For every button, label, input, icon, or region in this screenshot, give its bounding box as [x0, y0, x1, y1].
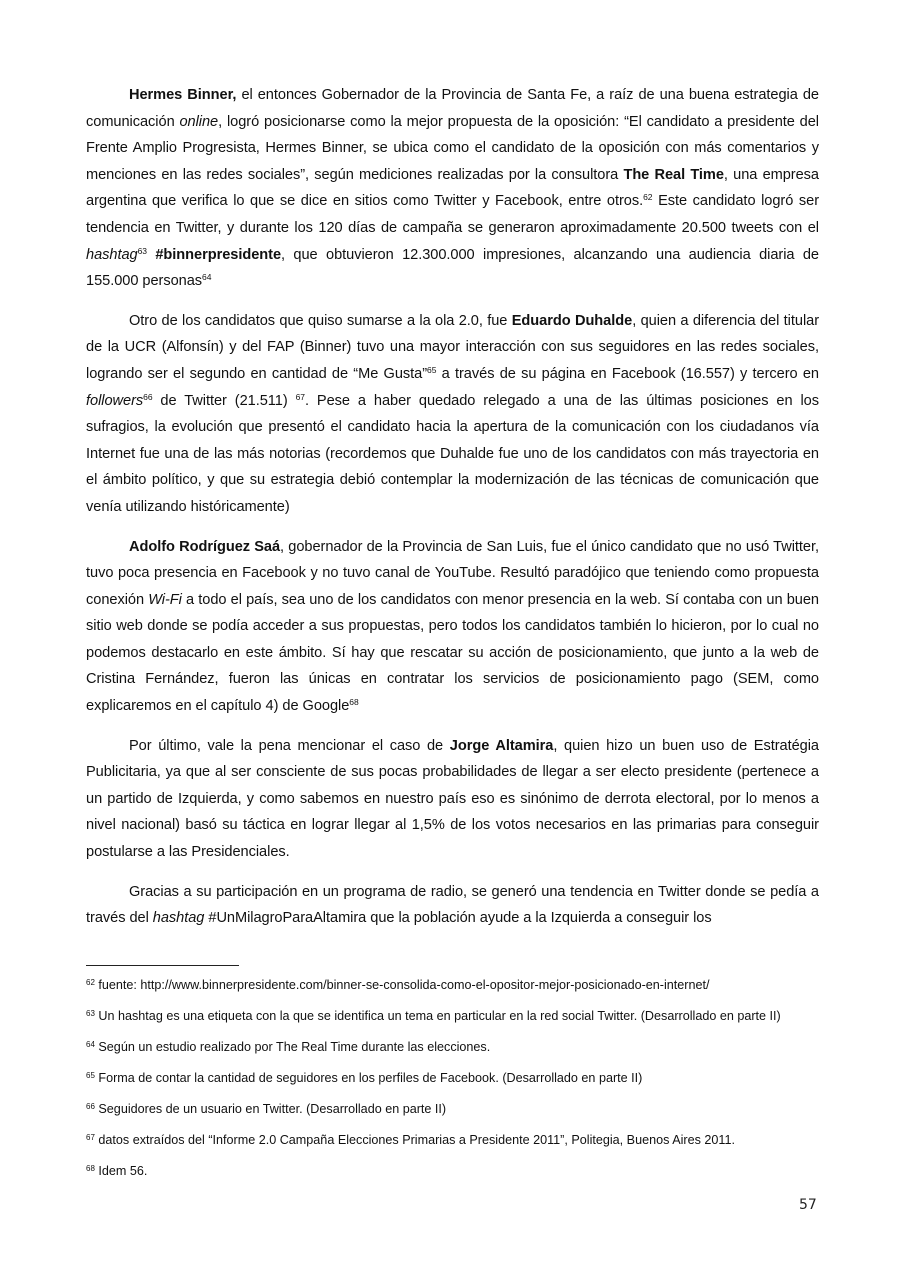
footnote-number: 65: [86, 1071, 95, 1080]
footnote-ref: 63: [137, 245, 147, 256]
text-run: de Twitter (21.511): [152, 392, 296, 409]
text-run: a todo el país, sea uno de los candidatos con menor presencia en la web. Sí contaba con un buen sitio web donde se podía acceder a sus propuestas, pero todos los candidatos también lo hicieron, por lo cual no podemos destacarlo en este ámbito. Sí hay que rescatar su acción de posicionamiento, que junto a la web de Cristina Fernández, fueron las únicas en contratar los servicios de posicionamiento pago (SEM, como explicaremos en el capítulo 4) de Google: [86, 591, 819, 715]
text-run: Este candidato logró ser tendencia en Twitter, y durante los 120 días de campaña se generaron aproximadamente 20.500 tweets con el: [86, 193, 820, 236]
paragraph-duhalde: [86, 308, 819, 521]
footnote-number: 68: [86, 1164, 95, 1173]
paragraph-radio-hashtag: [86, 879, 819, 932]
bold-text: #binnerpresidente: [155, 246, 282, 263]
footnote-62: [86, 976, 819, 994]
footnote-number: 64: [86, 1040, 95, 1049]
footnote-text: Forma de contar la cantidad de seguidores en los perfiles de Facebook. (Desarrollado en parte II): [94, 1071, 643, 1085]
page-number: 57: [799, 1197, 817, 1213]
bold-text: Adolfo Rodríguez Saá: [129, 538, 281, 555]
text-run: , que obtuvieron 12.300.000 impresiones, alcanzando una audiencia diaria de 155.000 personas: [86, 246, 819, 290]
footnote-ref: 62: [643, 192, 653, 203]
bold-text: The Real Time: [623, 166, 724, 183]
text-run: , quien a diferencia del titular de la UCR (Alfonsín) y del FAP (Binner) tuvo una mayor interacción con sus seguidores en las redes sociales, logrando ser el segundo en cantidad de “Me Gusta”: [86, 312, 820, 382]
text-run: Otro de los candidatos que quiso sumarse a la ola 2.0, fue: [129, 312, 512, 329]
footnote-67: [86, 1131, 819, 1149]
paragraph-binner: [86, 82, 819, 295]
text-run: , quien hizo un buen uso de Estratégia Publicitaria, ya que al ser consciente de sus pocas probabilidades de llegar a ser electo presidente (pertenece a un partido de Izquierda, y como sabemos en nuestro país eso es sinónimo de derrota electoral, por lo menos a nivel nacional) basó su táctica en lograr llegar al 1,5% de los votos necesarios en las primarias para conseguir postularse a las Presidenciales.: [86, 737, 819, 861]
italic-text: followers: [86, 392, 144, 409]
footnote-66: [86, 1100, 819, 1118]
footnote-63: [86, 1007, 819, 1025]
text-run: . Pese a haber quedado relegado a una de las últimas posiciones en los sufragios, la evolución que presentó el candidato hacia la apertura de la comunicación con los ciudadanos vía Internet fue una de las más notorias (recordemos que Duhalde fue uno de los candidatos con más trayectoria en el ámbito político, y que su estrategia debió contemplar la modernización de las técnicas de comunicación que venía utilizando históricamente): [86, 392, 819, 515]
text-run: , una empresa argentina que verifica lo que se dice en sitios como Twitter y Facebook, entre otros.: [86, 166, 819, 210]
italic-text: hashtag: [86, 246, 138, 263]
text-run: , gobernador de la Provincia de San Luis, fue el único candidato que no usó Twitter, tuvo poca presencia en Facebook y no tuvo canal de YouTube. Resultó paradójico que teniendo como propuesta conexión: [86, 538, 819, 608]
footnote-number: 66: [86, 1102, 95, 1111]
paragraph-rodriguez-saa: [86, 534, 819, 720]
bold-text: Hermes Binner,: [129, 87, 237, 103]
text-run: el entonces Gobernador de la Provincia de Santa Fe, a raíz de una buena estrategia de comunicación: [86, 87, 819, 130]
footnotes: [86, 976, 819, 1193]
footnote-68: [86, 1162, 819, 1180]
footnote-text: fuente: http://www.binnerpresidente.com/binner-se-consolida-como-el-opositor-mejor-posicionado-en-internet/: [94, 978, 710, 992]
footnote-text: Seguidores de un usuario en Twitter. (Desarrollado en parte II): [94, 1102, 447, 1116]
italic-text: online: [179, 113, 219, 130]
bold-text: Jorge Altamira: [449, 737, 554, 754]
footnote-ref: 68: [349, 697, 359, 708]
footnote-text: Un hashtag es una etiqueta con la que se identifica un tema en particular en la red social Twitter. (Desarrollado en parte II): [94, 1009, 781, 1023]
paragraph-altamira: [86, 733, 819, 866]
footnote-64: [86, 1038, 819, 1056]
text-run: Por último, vale la pena mencionar el caso de: [129, 737, 450, 754]
document-body: [86, 82, 819, 945]
footnote-text: Según un estudio realizado por The Real Time durante las elecciones.: [94, 1040, 491, 1054]
footnote-separator: [86, 965, 239, 966]
footnote-number: 67: [86, 1133, 95, 1142]
footnote-text: datos extraídos del “Informe 2.0 Campaña Elecciones Primarias a Presidente 2011”, Politegia, Buenos Aires 2011.: [94, 1133, 735, 1147]
footnote-number: 63: [86, 1009, 95, 1018]
footnote-65: [86, 1069, 819, 1087]
text-run: , logró posicionarse como la mejor propuesta de la oposición: “El candidato a presidente del Frente Amplio Progresista, Hermes Binner, se ubica como el candidato de la oposición con más comentarios y menciones en las redes sociales”, según mediciones realizadas por la consultora: [86, 113, 819, 183]
footnote-ref: 66: [143, 391, 153, 402]
footnote-text: Idem 56.: [94, 1164, 148, 1178]
text-run: #UnMilagroParaAltamira que la población ayude a la Izquierda a conseguir los: [204, 910, 712, 927]
text-run: a través de su página en Facebook (16.557) y tercero en: [436, 365, 819, 382]
italic-text: hashtag: [152, 910, 205, 927]
bold-text: Eduardo Duhalde: [511, 312, 633, 329]
footnote-number: 62: [86, 978, 95, 987]
footnote-ref: 67: [295, 391, 305, 402]
footnote-ref: 65: [427, 364, 437, 375]
italic-text: Wi-Fi: [148, 591, 182, 608]
footnote-ref: 64: [202, 272, 212, 283]
text-run: Gracias a su participación en un programa de radio, se generó una tendencia en Twitter donde se pedía a través del: [86, 883, 819, 927]
